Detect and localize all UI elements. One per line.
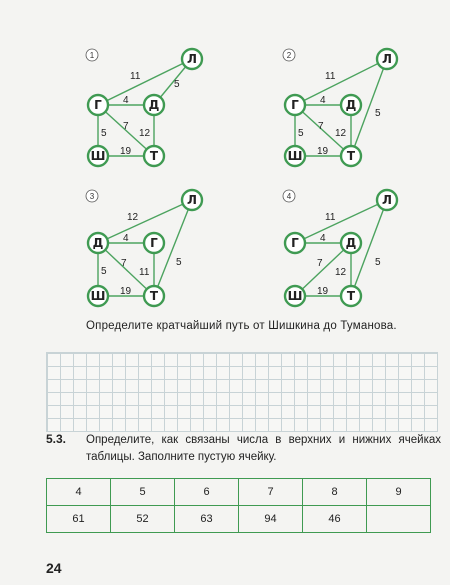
weight-label: 11	[325, 212, 336, 223]
weight-label: 7	[318, 121, 324, 132]
weight-label: 5	[101, 266, 107, 277]
weight-label: 7	[121, 258, 127, 269]
weight-label: 12	[335, 267, 347, 278]
table-cell: 63	[175, 506, 239, 533]
page-number: 24	[46, 560, 62, 576]
node-label: Г	[150, 236, 158, 250]
weight-label: 5	[298, 128, 304, 139]
table-cell: 7	[239, 479, 303, 506]
table-cell: 61	[47, 506, 111, 533]
graph-number: 1	[89, 51, 95, 60]
node-label: Д	[148, 98, 160, 112]
number-table	[46, 478, 431, 533]
table-cell: 4	[47, 479, 111, 506]
instruction-text: Определите кратчайший путь от Шишкина до Туманова.	[86, 320, 397, 332]
table-row-top	[47, 479, 431, 506]
table-cell: 9	[367, 479, 431, 506]
table-cell: 46	[303, 506, 367, 533]
weight-label: 5	[174, 79, 180, 90]
task-text: Определите, как связаны числа в верхних и нижних ячейках таблицы. Заполните пустую ячейку.	[86, 434, 441, 463]
weight-label: 4	[320, 233, 326, 244]
answer-grid[interactable]	[46, 352, 438, 432]
weight-label: 7	[317, 258, 323, 269]
node-label: Г	[291, 98, 299, 112]
node-label: Д	[345, 236, 357, 250]
node-label: Л	[382, 52, 392, 66]
graph-3	[78, 186, 218, 311]
node-label: Д	[345, 98, 357, 112]
weight-label: 12	[127, 212, 139, 223]
weight-label: 11	[139, 267, 150, 278]
weight-label: 12	[139, 128, 151, 139]
graph-number: 4	[286, 192, 292, 201]
node-label: Л	[382, 193, 392, 207]
node-label: Т	[346, 289, 356, 303]
node-label: Т	[346, 149, 356, 163]
weight-label: 7	[123, 121, 129, 132]
graph-number: 3	[89, 192, 95, 201]
graph-number: 2	[286, 51, 292, 60]
weight-label: 19	[317, 146, 329, 157]
weight-label: 11	[130, 71, 141, 82]
node-label: Ш	[90, 149, 106, 163]
weight-label: 5	[375, 257, 381, 268]
weight-label: 5	[375, 108, 381, 119]
weight-label: 12	[335, 128, 347, 139]
graph-4	[275, 186, 415, 311]
graph-2	[275, 45, 415, 175]
weight-label: 5	[101, 128, 107, 139]
empty-answer-cell[interactable]	[367, 506, 431, 533]
weight-label: 4	[123, 233, 129, 244]
node-label: Ш	[287, 289, 303, 303]
weight-label: 19	[120, 146, 132, 157]
weight-label: 11	[325, 71, 336, 82]
weight-label: 19	[120, 286, 132, 297]
weight-label: 5	[176, 257, 182, 268]
weight-label: 19	[317, 286, 329, 297]
node-label: Г	[94, 98, 102, 112]
node-label: Ш	[287, 149, 303, 163]
task-number: 5.3.	[46, 432, 67, 446]
node-label: Л	[187, 52, 197, 66]
weight-label: 4	[320, 95, 326, 106]
node-label: Д	[92, 236, 104, 250]
table-cell: 94	[239, 506, 303, 533]
node-label: Л	[187, 193, 197, 207]
table-cell: 8	[303, 479, 367, 506]
table-cell: 5	[111, 479, 175, 506]
graph-1	[78, 45, 218, 175]
weight-label: 4	[123, 95, 129, 106]
table-cell: 6	[175, 479, 239, 506]
node-label: Т	[149, 149, 159, 163]
node-label: Г	[291, 236, 299, 250]
node-label: Т	[149, 289, 159, 303]
node-label: Ш	[90, 289, 106, 303]
table-cell: 52	[111, 506, 175, 533]
table-row-bottom	[47, 506, 431, 533]
